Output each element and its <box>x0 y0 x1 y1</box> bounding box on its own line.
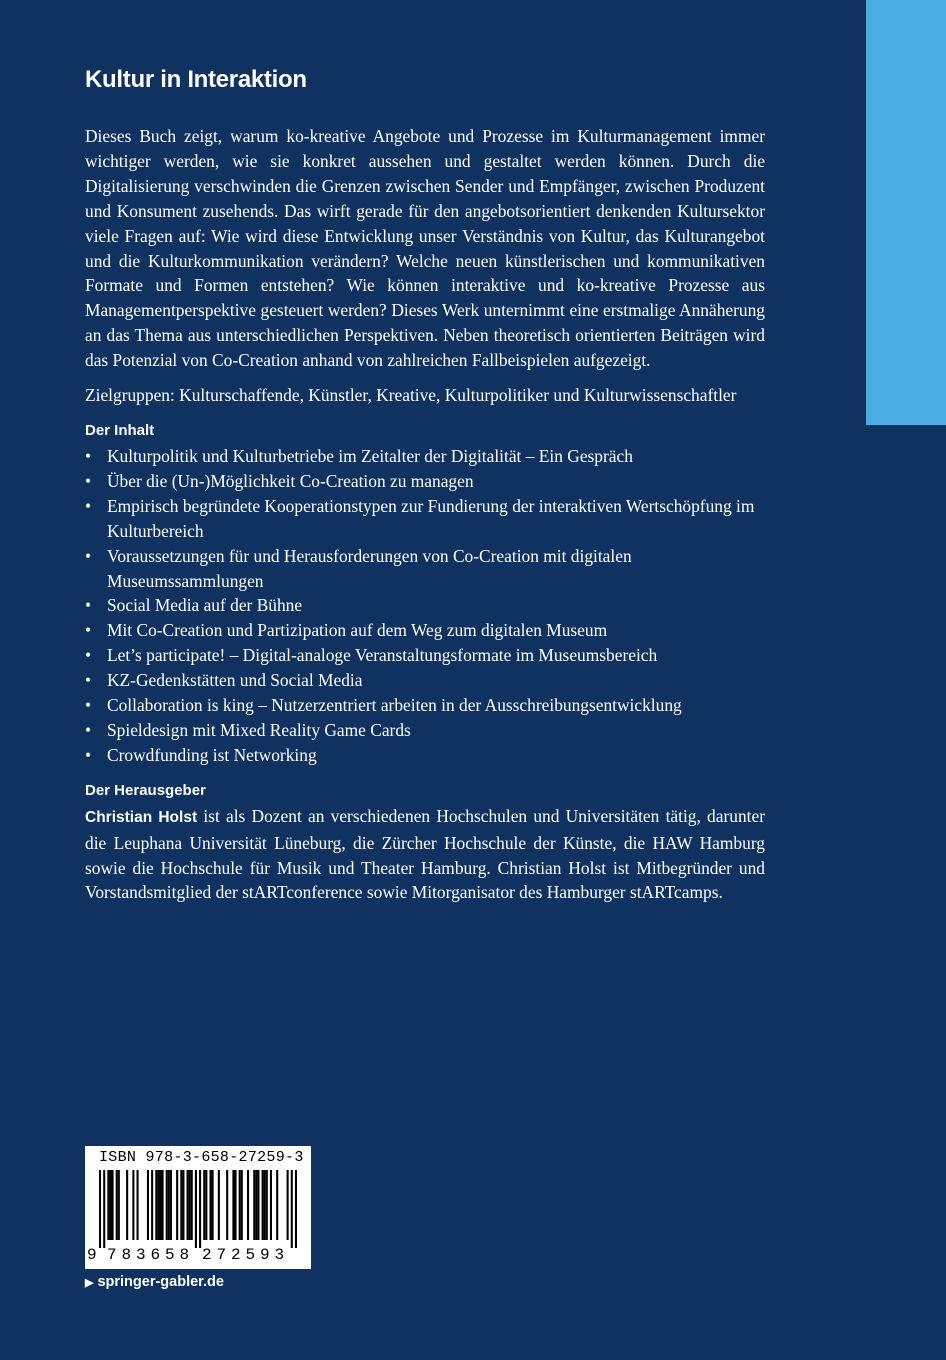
accent-bar <box>866 0 946 425</box>
barcode-digit: 6 <box>150 1246 161 1264</box>
editor-name: Christian Holst <box>85 808 198 826</box>
barcode-bar <box>126 1170 128 1240</box>
barcode-bar <box>257 1170 259 1240</box>
barcode-bar <box>189 1170 191 1240</box>
bullet-icon: • <box>85 645 92 666</box>
editor-bio <box>85 804 765 906</box>
barcode-bar <box>132 1170 134 1240</box>
editor-heading: Der Herausgeber <box>85 781 206 799</box>
barcode-bar <box>195 1170 197 1248</box>
barcode-bar <box>99 1170 101 1248</box>
contents-item-text: Voraussetzungen für und Herausforderungen von Co-Creation mit digitalen Museumssammlungen <box>107 545 632 591</box>
bullet-icon: • <box>85 595 92 616</box>
barcode-bar <box>168 1170 170 1240</box>
barcode-bar <box>103 1170 105 1248</box>
barcode-bar <box>147 1170 149 1240</box>
barcode-digit: 3 <box>274 1246 285 1264</box>
barcode-bar <box>191 1170 193 1240</box>
barcode-bar <box>205 1170 207 1240</box>
target-groups: Zielgruppen: Kulturschaffende, Künstler, Kreative, Kulturpolitiker und Kulturwissenschaftler <box>85 385 737 406</box>
barcode-bar <box>253 1170 255 1240</box>
bullet-icon: • <box>85 495 92 516</box>
barcode-bar <box>266 1170 268 1240</box>
barcode-bar <box>118 1170 120 1240</box>
barcode-bar <box>255 1170 257 1240</box>
barcode-digit: 7 <box>216 1246 227 1264</box>
contents-list <box>85 444 765 768</box>
contents-item <box>85 593 765 618</box>
book-description: Dieses Buch zeigt, warum ko-kreative Angebote und Prozesse im Kulturmanagement immer wichtiger werden, wie sie konkret aussehen und gestaltet werden können. Durch die Digitalisierung verschwinden die Grenzen zwischen Sender und Empfänger, zwischen Produzent und Konsument zusehends. Das wirft gerade für den angebotsorientiert denkenden Kultursektor viele Fragen auf: Wie wird diese Entwicklung unser Verständnis von Kultur, das Kulturangebot und die Kulturkommunikation verändern? Welche neuen künstlerischen und kommunikativen Formate und Formen entstehen? Wie können interaktive und ko-kreative Prozesse aus Managementperspektive gesteuert werden? Dieses Werk unternimmt eine erstmalige Annäherung an das Thema aus unterschiedlichen Perspektiven. Neben theoretisch orientierten Beiträgen wird das Potenzial von Co-Creation anhand von zahlreichen Fallbeispielen aufgezeigt. <box>85 126 765 371</box>
barcode-bar <box>287 1170 289 1240</box>
barcode-bar <box>107 1170 109 1240</box>
bullet-icon: • <box>85 719 92 740</box>
barcode-digit: 9 <box>87 1246 97 1264</box>
contents-item-text: Spieldesign mit Mixed Reality Game Cards <box>107 719 411 740</box>
barcode-bar <box>291 1170 293 1248</box>
barcode-bar <box>176 1170 178 1240</box>
barcode-bar <box>155 1170 157 1240</box>
contents-item-text: Social Media auf der Bühne <box>107 595 303 616</box>
barcode-bar <box>239 1170 241 1240</box>
barcode-bar <box>212 1170 214 1240</box>
barcode-bar <box>270 1170 272 1240</box>
contents-item <box>85 544 765 594</box>
contents-item-text: KZ-Gedenkstätten und Social Media <box>107 670 363 691</box>
barcode-digit: 5 <box>165 1246 175 1264</box>
isbn-label: ISBN 978-3-658-27259-3 <box>99 1149 304 1166</box>
barcode-digit: 2 <box>202 1246 212 1264</box>
editor-bio-text: ist als Dozent an verschiedenen Hochschulen und Universitäten tätig, darunter die Leuphana Universität Lüneburg, die Zürcher Hochschule der Künste, die HAW Hamburg sowie die Hochschule für Musik und Theater Hamburg. Christian Holst ist Mitbegründer und Vorstandsmitglied der stARTconference sowie Mitorganisator des Hamburger stARTcamps. <box>85 805 765 903</box>
contents-item-text: Collaboration is king – Nutzerzentriert arbeiten in der Ausschreibungsentwicklung <box>107 695 682 716</box>
website-text: springer-gabler.de <box>97 1274 224 1290</box>
barcode-digit: 2 <box>231 1246 241 1264</box>
contents-item <box>85 668 765 693</box>
bullet-icon: • <box>85 470 92 491</box>
barcode-bar <box>151 1170 153 1240</box>
barcode-bar <box>157 1170 159 1240</box>
barcode-bar <box>116 1170 118 1240</box>
contents-item <box>85 693 765 718</box>
contents-item-text: Mit Co-Creation und Partizipation auf dem Weg zum digitalen Museum <box>107 620 608 641</box>
contents-item-text: Kulturpolitik und Kulturbetriebe im Zeitalter der Digitalität – Ein Gespräch <box>107 445 633 466</box>
contents-item-text: Crowdfunding ist Networking <box>107 744 317 765</box>
barcode-digit: 3 <box>136 1246 146 1264</box>
arrow-right-icon: ▶ <box>85 1277 94 1289</box>
barcode-bar <box>209 1170 211 1240</box>
barcode-digit: 8 <box>179 1246 190 1264</box>
barcode-bar <box>109 1170 111 1240</box>
isbn-barcode <box>85 1146 311 1269</box>
barcode-bar <box>295 1170 297 1248</box>
barcode-digit: 8 <box>121 1246 132 1264</box>
barcode-digit: 5 <box>245 1246 256 1264</box>
back-cover-content <box>85 64 765 905</box>
barcode-bar <box>232 1170 234 1240</box>
contents-item <box>85 494 765 544</box>
bullet-icon: • <box>85 744 92 765</box>
barcode-bar <box>170 1170 172 1240</box>
contents-item-text: Über die (Un-)Möglichkeit Co-Creation zu managen <box>107 470 474 491</box>
book-title: Kultur in Interaktion <box>85 66 307 93</box>
barcode-bar <box>159 1170 161 1240</box>
barcode-bar <box>241 1170 243 1240</box>
barcode-bar <box>187 1170 189 1240</box>
barcode-bar <box>180 1170 182 1240</box>
barcode-bar <box>226 1170 228 1240</box>
barcode-bar <box>264 1170 266 1240</box>
contents-item-text: Empirisch begründete Kooperationstypen zur Fundierung der interaktiven Wertschöpfung im Kulturbereich <box>107 495 755 541</box>
contents-item <box>85 469 765 494</box>
barcode-bar <box>203 1170 205 1240</box>
barcode-bar <box>166 1170 168 1240</box>
bullet-icon: • <box>85 620 92 641</box>
barcode-bar <box>218 1170 220 1240</box>
barcode-bars <box>99 1170 297 1248</box>
barcode-bar <box>199 1170 201 1248</box>
barcode-bar <box>262 1170 264 1240</box>
barcode-bar <box>276 1170 278 1240</box>
barcode-digit: 9 <box>260 1246 270 1264</box>
contents-item <box>85 643 765 668</box>
contents-item <box>85 444 765 469</box>
barcode-digit: 7 <box>107 1246 117 1264</box>
contents-heading: Der Inhalt <box>85 421 155 439</box>
barcode-bar <box>182 1170 184 1240</box>
contents-item <box>85 618 765 643</box>
contents-item <box>85 718 765 743</box>
contents-item-text: Let’s participate! – Digital-analoge Veranstaltungsformate im Museumsbereich <box>107 645 658 666</box>
bullet-icon: • <box>85 670 92 691</box>
bullet-icon: • <box>85 545 92 566</box>
bullet-icon: • <box>85 695 92 716</box>
barcode-bar <box>112 1170 114 1240</box>
barcode-bar <box>234 1170 236 1240</box>
barcode-bar <box>137 1170 139 1240</box>
barcode-bar <box>247 1170 249 1240</box>
barcode-bar <box>162 1170 164 1240</box>
bullet-icon: • <box>85 445 92 466</box>
contents-item <box>85 743 765 768</box>
publisher-website[interactable] <box>85 1274 224 1290</box>
